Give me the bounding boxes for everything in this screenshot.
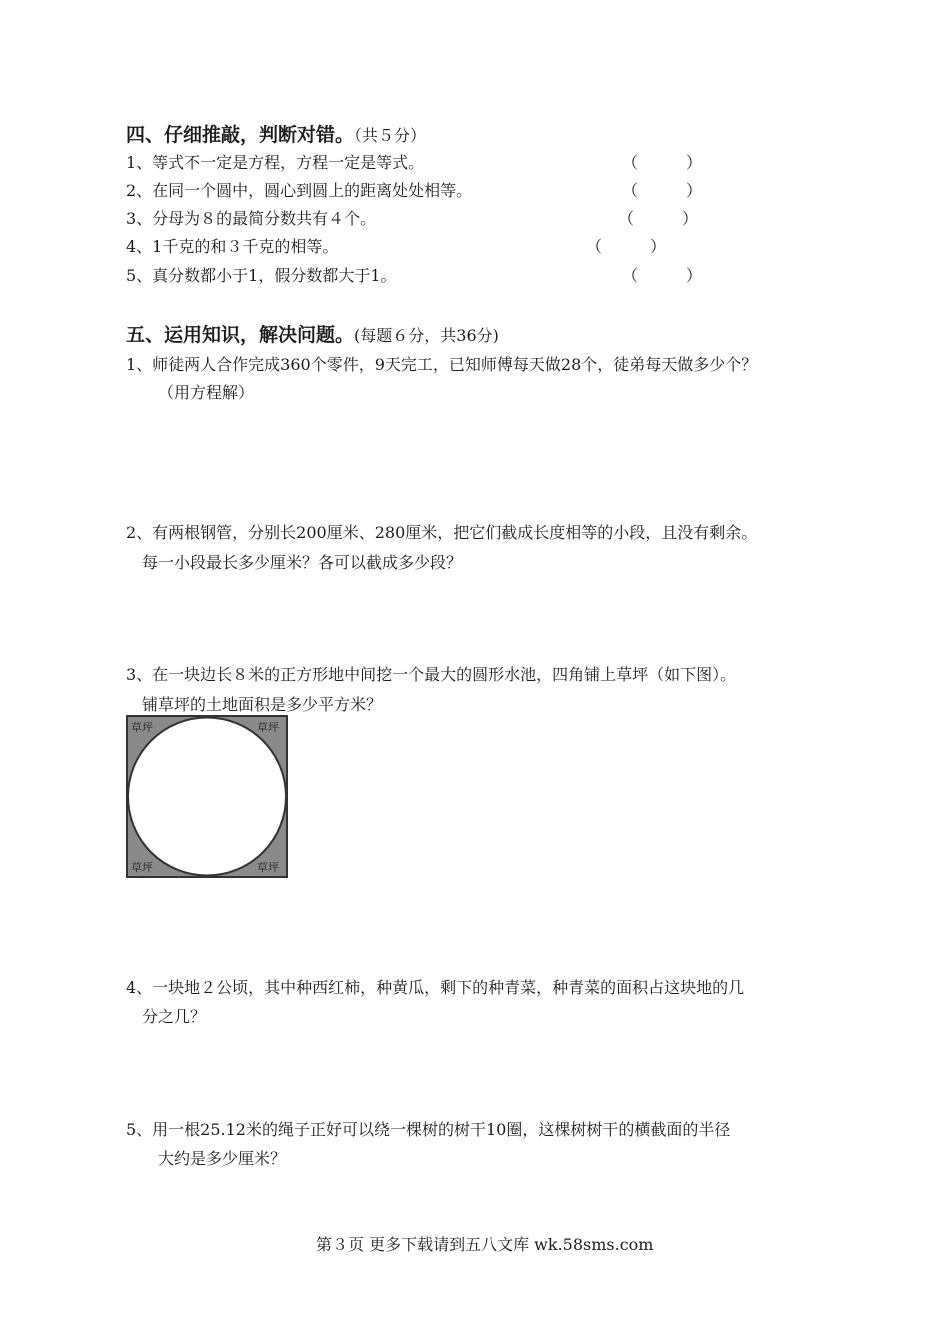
problem-1-line2: （用方程解） xyxy=(158,383,255,402)
section5-heading xyxy=(126,320,499,347)
judge-item-5: 5、真分数都小于1，假分数都大于1。 xyxy=(126,266,397,285)
square-pool-figure xyxy=(126,715,288,878)
answer-bracket-2[interactable]: （ ） xyxy=(622,181,703,200)
problem-3-line1: 3、在一块边长８米的正方形地中间挖一个最大的圆形水池，四角铺上草坪（如下图）。 xyxy=(126,665,737,684)
answer-bracket-3[interactable]: （ ） xyxy=(618,209,699,228)
problem-2-line1: 2、有两根钢管，分别长200厘米、280厘米，把它们截成长度相等的小段，且没有剩余。 xyxy=(126,523,758,542)
grass-label-top-left: 草坪 xyxy=(131,721,153,734)
section5-title: 五、运用知识，解决问题。 xyxy=(126,324,355,346)
section4-note: （共５分） xyxy=(354,126,427,145)
grass-label-top-right: 草坪 xyxy=(257,721,279,734)
page-footer: 第３页 更多下载请到五八文库 wk.58sms.com xyxy=(316,1235,654,1254)
problem-5-line2: 大约是多少厘米？ xyxy=(158,1149,287,1168)
answer-bracket-1[interactable]: （ ） xyxy=(622,153,703,172)
answer-bracket-4[interactable]: （ ） xyxy=(586,237,667,256)
judge-item-4: 4、1千克的和３千克的相等。 xyxy=(126,237,339,256)
section5-note: (每题６分，共36分) xyxy=(354,326,499,345)
problem-1-line1: 1、师徒两人合作完成360个零件，9天完工，已知师傅每天做28个，徒弟每天做多少个？ xyxy=(126,355,758,374)
problem-2-line2: 每一小段最长多少厘米？各可以截成多少段？ xyxy=(142,553,463,572)
problem-4-line1: 4、一块地２公顷，其中种西红柿，种黄瓜，剩下的种青菜，种青菜的面积占这块地的几 xyxy=(126,978,745,997)
problem-3-line2: 铺草坪的土地面积是多少平方米？ xyxy=(142,695,383,714)
pool-circle xyxy=(128,718,286,876)
section4-heading xyxy=(126,120,426,147)
judge-item-2: 2、在同一个圆中，圆心到圆上的距离处处相等。 xyxy=(126,181,473,200)
judge-item-1: 1、等式不一定是方程，方程一定是等式。 xyxy=(126,153,425,172)
section4-title: 四、仔细推敲，判断对错。 xyxy=(126,124,355,146)
grass-label-bottom-left: 草坪 xyxy=(131,861,153,874)
square-pool-diagram xyxy=(126,715,288,878)
problem-5-line1: 5、用一根25.12米的绳子正好可以绕一棵树的树干10圈，这棵树树干的横截面的半径 xyxy=(126,1120,731,1139)
judge-item-3: 3、分母为８的最简分数共有４个。 xyxy=(126,209,377,228)
problem-4-line2: 分之几？ xyxy=(142,1007,207,1026)
grass-label-bottom-right: 草坪 xyxy=(257,861,279,874)
answer-bracket-5[interactable]: （ ） xyxy=(622,266,703,285)
